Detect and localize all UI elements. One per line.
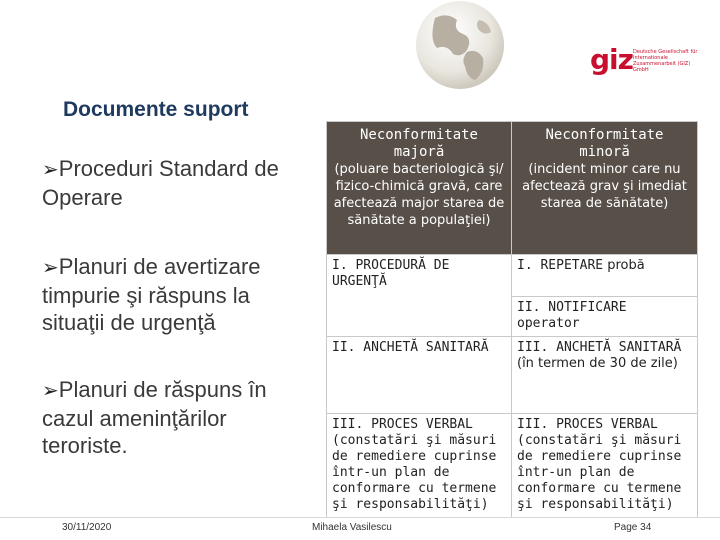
bullet-item [42, 155, 312, 211]
footer-author: Mihaela Vasilescu [312, 522, 392, 533]
table-cell [327, 414, 512, 518]
table-cell [512, 296, 698, 337]
cell-text: III. ANCHETĂ SANITARĂ [517, 340, 682, 355]
header-major-title: Neconformitate majoră [359, 127, 478, 160]
table-cell [512, 255, 698, 297]
header-minor-title: Neconformitate minoră [545, 127, 664, 160]
cell-text: II. ANCHETĂ SANITARĂ [332, 340, 489, 355]
giz-logo [590, 44, 700, 78]
cell-text: III. PROCES VERBAL (constatări şi măsuri de remediere cuprinse într-un plan de conformare cu termene şi responsabilităţi) [332, 417, 497, 512]
cell-text: probă [603, 258, 645, 273]
header-minor [512, 122, 698, 255]
giz-logo-text: giz [590, 43, 633, 76]
bullet-text: Proceduri Standard de Operare [42, 156, 279, 210]
bullet-item [42, 376, 312, 459]
bullet-text: Planuri de avertizare timpurie şi răspuns la situaţii de urgenţă [42, 254, 261, 335]
table-cell [512, 337, 698, 414]
nonconformity-table [326, 121, 698, 518]
cell-text: (în termen de 30 de zile) [517, 356, 678, 371]
arrow-bullet-icon: ➢ [42, 257, 59, 279]
table-row [327, 414, 698, 518]
footer-date: 30/11/2020 [62, 522, 112, 533]
table-row [327, 255, 698, 297]
header-major [327, 122, 512, 255]
globe-image [405, 0, 515, 95]
header-minor-desc: (incident minor care nu afectează grav şi imediat starea de sănătate) [522, 162, 687, 211]
table-cell [512, 414, 698, 518]
cell-text: I. PROCEDURĂ DE URGENŢĂ [332, 258, 450, 289]
footer-page-number: Page 34 [614, 522, 652, 533]
arrow-bullet-icon: ➢ [42, 380, 59, 402]
table-cell [327, 337, 512, 414]
header-major-desc: (poluare bacteriologică şi/ fizico-chimică gravă, care afectează major starea de sănătate a populaţiei) [333, 162, 505, 228]
cell-text: I. REPETARE [517, 258, 604, 273]
page-title: Documente suport [63, 98, 249, 121]
cell-text: III. PROCES VERBAL (constatări şi măsuri de remediere cuprinse într-un plan de conformare cu termene şi responsabilităţi) [517, 417, 682, 512]
table-cell [327, 255, 512, 337]
footer-divider [0, 517, 720, 518]
table-header-row [327, 122, 698, 255]
giz-logo-subtext: Deutsche Gesellschaft für Internationale Zusammenarbeit (GIZ) GmbH [633, 49, 698, 73]
table-row [327, 337, 698, 414]
arrow-bullet-icon: ➢ [42, 159, 59, 181]
cell-text: II. NOTIFICARE operator [517, 299, 627, 331]
bullet-text: Planuri de răspuns în cazul ameninţărilor teroriste. [42, 377, 267, 458]
bullet-item [42, 253, 312, 336]
